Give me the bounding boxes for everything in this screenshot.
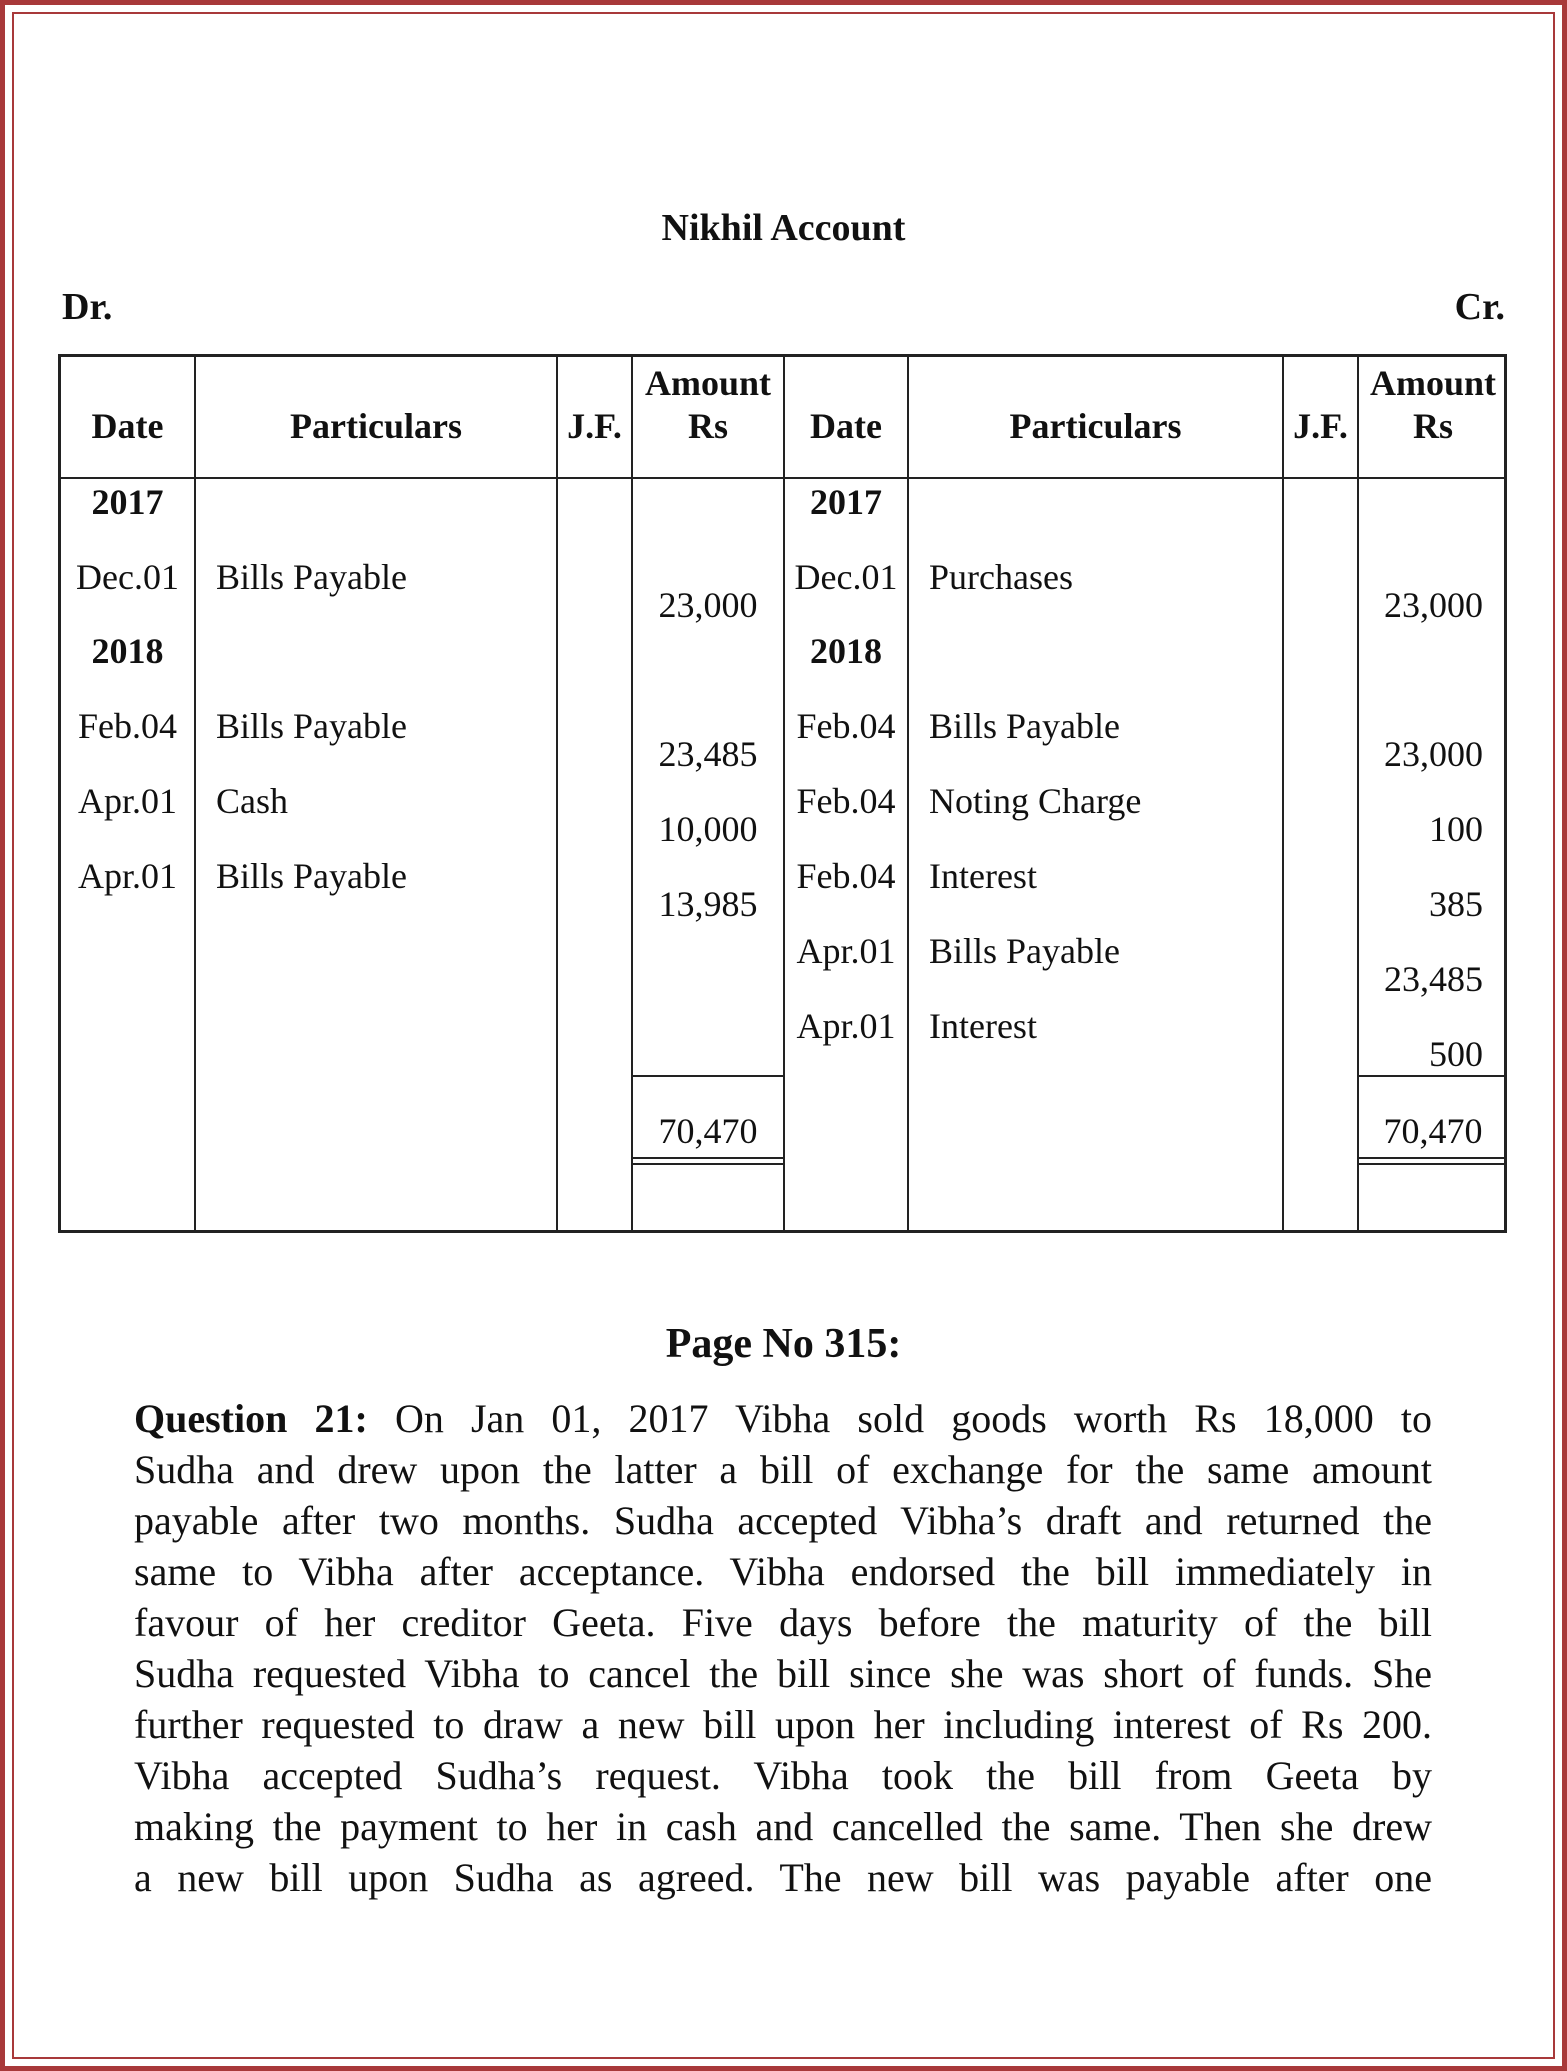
question-line-text: a new bill upon Sudha as agreed. The new bill was payable after one: [134, 1855, 1432, 1900]
header-particulars-cr: Particulars: [1009, 406, 1182, 446]
header-date-dr: Date: [91, 406, 164, 446]
credit-particulars: Bills Payable: [929, 706, 1120, 746]
credit-date: Apr.01: [796, 931, 896, 971]
question-line-text: payable after two months. Sudha accepted Vibha’s draft and returned the: [134, 1498, 1432, 1543]
debit-date: Apr.01: [78, 856, 177, 896]
question-line: [134, 1495, 1432, 1546]
credit-amount: 23,485: [1384, 959, 1483, 999]
page-number-heading: Page No 315:: [665, 1321, 902, 1367]
debit-particulars: Bills Payable: [216, 557, 407, 597]
credit-particulars: Interest: [929, 856, 1037, 896]
question-text: [134, 1393, 1432, 1903]
credit-year: 2017: [810, 482, 882, 522]
credit-date: Feb.04: [796, 706, 896, 746]
credit-year: 2018: [810, 631, 882, 671]
debit-particulars: Bills Payable: [216, 706, 407, 746]
header-particulars-dr: Particulars: [290, 406, 462, 446]
question-line: [134, 1393, 1432, 1444]
question-line-text: Sudha and drew upon the latter a bill of exchange for the same amount: [134, 1447, 1432, 1492]
credit-amount: 23,000: [1384, 585, 1483, 625]
header-rs-dr: Rs: [687, 406, 728, 446]
question-line-text: favour of her creditor Geeta. Five days before the maturity of the bill: [134, 1600, 1432, 1645]
debit-year: 2018: [91, 631, 164, 671]
credit-amount: 100: [1429, 809, 1483, 849]
credit-particulars: Purchases: [929, 557, 1073, 597]
question-line: [134, 1444, 1432, 1495]
ledger-table: [58, 354, 1507, 1233]
question-label: Question 21:: [134, 1396, 368, 1441]
header-amount-cr: Amount: [1369, 363, 1497, 403]
credit-particulars: Noting Charge: [929, 781, 1142, 821]
question-line: [134, 1801, 1432, 1852]
header-rs-cr: Rs: [1412, 406, 1453, 446]
credit-particulars: Interest: [929, 1006, 1037, 1046]
credit-date: Feb.04: [796, 781, 896, 821]
question-line: [134, 1546, 1432, 1597]
account-title: Nikhil Account: [661, 207, 906, 249]
question-line: [134, 1750, 1432, 1801]
debit-date: Dec.01: [76, 557, 179, 597]
debit-amount: 23,485: [658, 734, 758, 774]
credit-date: Apr.01: [796, 1006, 896, 1046]
debit-particulars: Cash: [216, 781, 288, 821]
debit-amount: 23,000: [658, 585, 758, 625]
header-jf-dr: J.F.: [567, 406, 622, 446]
question-line: [134, 1699, 1432, 1750]
credit-amount: 23,000: [1384, 734, 1483, 774]
question-line-text: same to Vibha after acceptance. Vibha endorsed the bill immediately in: [134, 1549, 1432, 1594]
credit-total: 70,470: [1383, 1111, 1483, 1151]
debit-date: Feb.04: [78, 706, 177, 746]
debit-amount: 10,000: [658, 809, 758, 849]
credit-date: Dec.01: [794, 557, 898, 597]
question-line-text: On Jan 01, 2017 Vibha sold goods worth Rs 18,000 to: [367, 1396, 1432, 1441]
debit-date: Apr.01: [78, 781, 177, 821]
question-line: [134, 1648, 1432, 1699]
cr-label: Cr.: [1454, 286, 1505, 328]
dr-label: Dr.: [62, 286, 113, 328]
question-line: [134, 1597, 1432, 1648]
question-line-text: making the payment to her in cash and cancelled the same. Then she drew: [134, 1804, 1432, 1849]
debit-amount: 13,985: [658, 884, 758, 924]
question-line-text: further requested to draw a new bill upon her including interest of Rs 200.: [134, 1702, 1432, 1747]
credit-amount: 500: [1429, 1034, 1483, 1074]
header-date-cr: Date: [810, 406, 882, 446]
question-line-text: Vibha accepted Sudha’s request. Vibha took the bill from Geeta by: [134, 1753, 1432, 1798]
header-amount-dr: Amount: [644, 363, 772, 403]
debit-year: 2017: [91, 482, 164, 522]
question-line: [134, 1852, 1432, 1903]
debit-total: 70,470: [658, 1111, 758, 1151]
credit-amount: 385: [1429, 884, 1483, 924]
credit-date: Feb.04: [796, 856, 896, 896]
header-jf-cr: J.F.: [1293, 406, 1348, 446]
debit-particulars: Bills Payable: [216, 856, 407, 896]
credit-particulars: Bills Payable: [929, 931, 1120, 971]
question-line-text: Sudha requested Vibha to cancel the bill since she was short of funds. She: [134, 1651, 1432, 1696]
